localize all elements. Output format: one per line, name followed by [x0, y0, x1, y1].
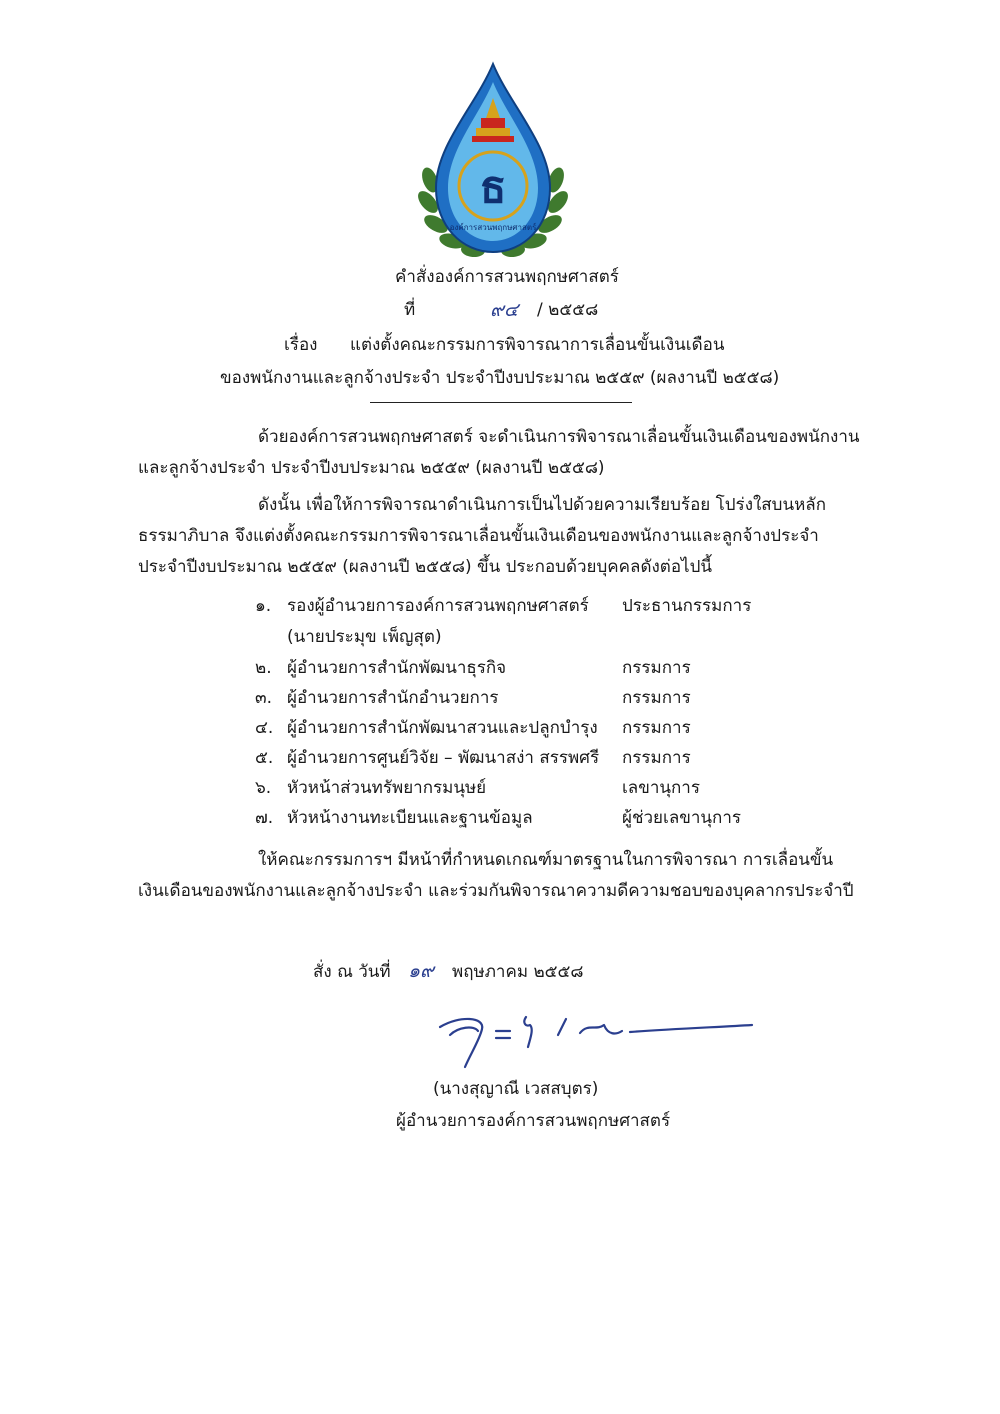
logo-ring-text: องค์การสวนพฤกษศาสตร์ [449, 223, 537, 232]
list-item [255, 686, 855, 710]
signer-name: (นางสุญาณี เวสสบุตร) [433, 1079, 599, 1099]
list-item [255, 656, 855, 680]
item-number: ๑. [255, 596, 272, 616]
item-role: ประธานกรรมการ [622, 596, 752, 616]
paragraph-2-line-3: ประจำปีงบประมาณ ๒๕๕๙ (ผลงานปี ๒๕๕๘) ขึ้น ประกอบด้วยบุคคลดังต่อไปนี้ [138, 557, 713, 577]
header-divider [370, 402, 632, 403]
list-item [255, 806, 855, 830]
paragraph-3-line-2: เงินเดือนของพนักงานและลูกจ้างประจำ และร่วมกันพิจารณาความดีความชอบของบุคลากรประจำปี [138, 881, 854, 901]
item-name: ผู้อำนวยการสำนักอำนวยการ [287, 688, 499, 708]
item-name: ผู้อำนวยการสำนักพัฒนาสวนและปลูกบำรุง [287, 718, 598, 738]
document-title: คำสั่งองค์การสวนพฤกษศาสตร์ [395, 267, 619, 287]
signer-title: ผู้อำนวยการองค์การสวนพฤกษศาสตร์ [396, 1111, 671, 1131]
subject-label: เรื่อง [284, 335, 318, 355]
item-number: ๔. [255, 718, 274, 738]
order-number-prefix: ที่ [404, 300, 416, 320]
signature-icon [430, 1005, 760, 1075]
paragraph-1-line-2: และลูกจ้างประจำ ประจำปีงบประมาณ ๒๕๕๙ (ผลงานปี ๒๕๕๘) [138, 458, 605, 478]
item-name: ผู้อำนวยการศูนย์วิจัย – พัฒนาสง่า สรรพศรี [287, 748, 600, 768]
item-name: รองผู้อำนวยการองค์การสวนพฤกษศาสตร์ [287, 596, 589, 616]
item-role: กรรมการ [622, 688, 691, 708]
date-day-handwritten: ๑๙ [408, 960, 434, 982]
organization-logo [418, 60, 568, 260]
item-number: ๖. [255, 778, 272, 798]
item-name: หัวหน้าส่วนทรัพยากรมนุษย์ [287, 778, 487, 798]
item-role: กรรมการ [622, 718, 691, 738]
list-item [255, 746, 855, 770]
item-number: ๓. [255, 688, 273, 708]
item-number: ๕. [255, 748, 274, 768]
item-number: ๗. [255, 808, 274, 828]
item-name: หัวหน้างานทะเบียนและฐานข้อมูล [287, 808, 533, 828]
subject-line-1: แต่งตั้งคณะกรรมการพิจารณาการเลื่อนขั้นเงินเดือน [350, 335, 725, 355]
list-item [255, 776, 855, 800]
paragraph-1-line-1: ด้วยองค์การสวนพฤกษศาสตร์ จะดำเนินการพิจารณาเลื่อนขั้นเงินเดือนของพนักงาน [258, 427, 860, 447]
item-role: กรรมการ [622, 748, 691, 768]
date-suffix: พฤษภาคม ๒๕๕๘ [452, 962, 584, 982]
item-role: เลขานุการ [622, 778, 700, 798]
paragraph-2-line-2: ธรรมาภิบาล จึงแต่งตั้งคณะกรรมการพิจารณาเลื่อนขั้นเงินเดือนของพนักงานและลูกจ้างประจำ [138, 526, 819, 546]
item-subname: (นายประมุข เพ็ญสุต) [287, 627, 442, 647]
list-item [255, 716, 855, 740]
item-role: ผู้ช่วยเลขานุการ [622, 808, 741, 828]
logo-emblem-text: ธ [479, 162, 507, 213]
date-prefix: สั่ง ณ วันที่ [313, 962, 391, 982]
order-number-handwritten: ๙๔ [490, 299, 519, 321]
item-name: ผู้อำนวยการสำนักพัฒนาธุรกิจ [287, 658, 507, 678]
paragraph-2-line-1: ดังนั้น เพื่อให้การพิจารณาดำเนินการเป็นไปด้วยความเรียบร้อย โปร่งใสบนหลัก [258, 495, 826, 515]
subject-line-2: ของพนักงานและลูกจ้างประจำ ประจำปีงบประมาณ ๒๕๕๙ (ผลงานปี ๒๕๕๘) [220, 368, 780, 388]
list-item [255, 594, 855, 618]
item-role: กรรมการ [622, 658, 691, 678]
paragraph-3-line-1: ให้คณะกรรมการฯ มีหน้าที่กำหนดเกณฑ์มาตรฐานในการพิจารณา การเลื่อนขั้น [258, 850, 834, 870]
item-number: ๒. [255, 658, 272, 678]
order-number-suffix: / ๒๕๕๘ [537, 300, 599, 320]
